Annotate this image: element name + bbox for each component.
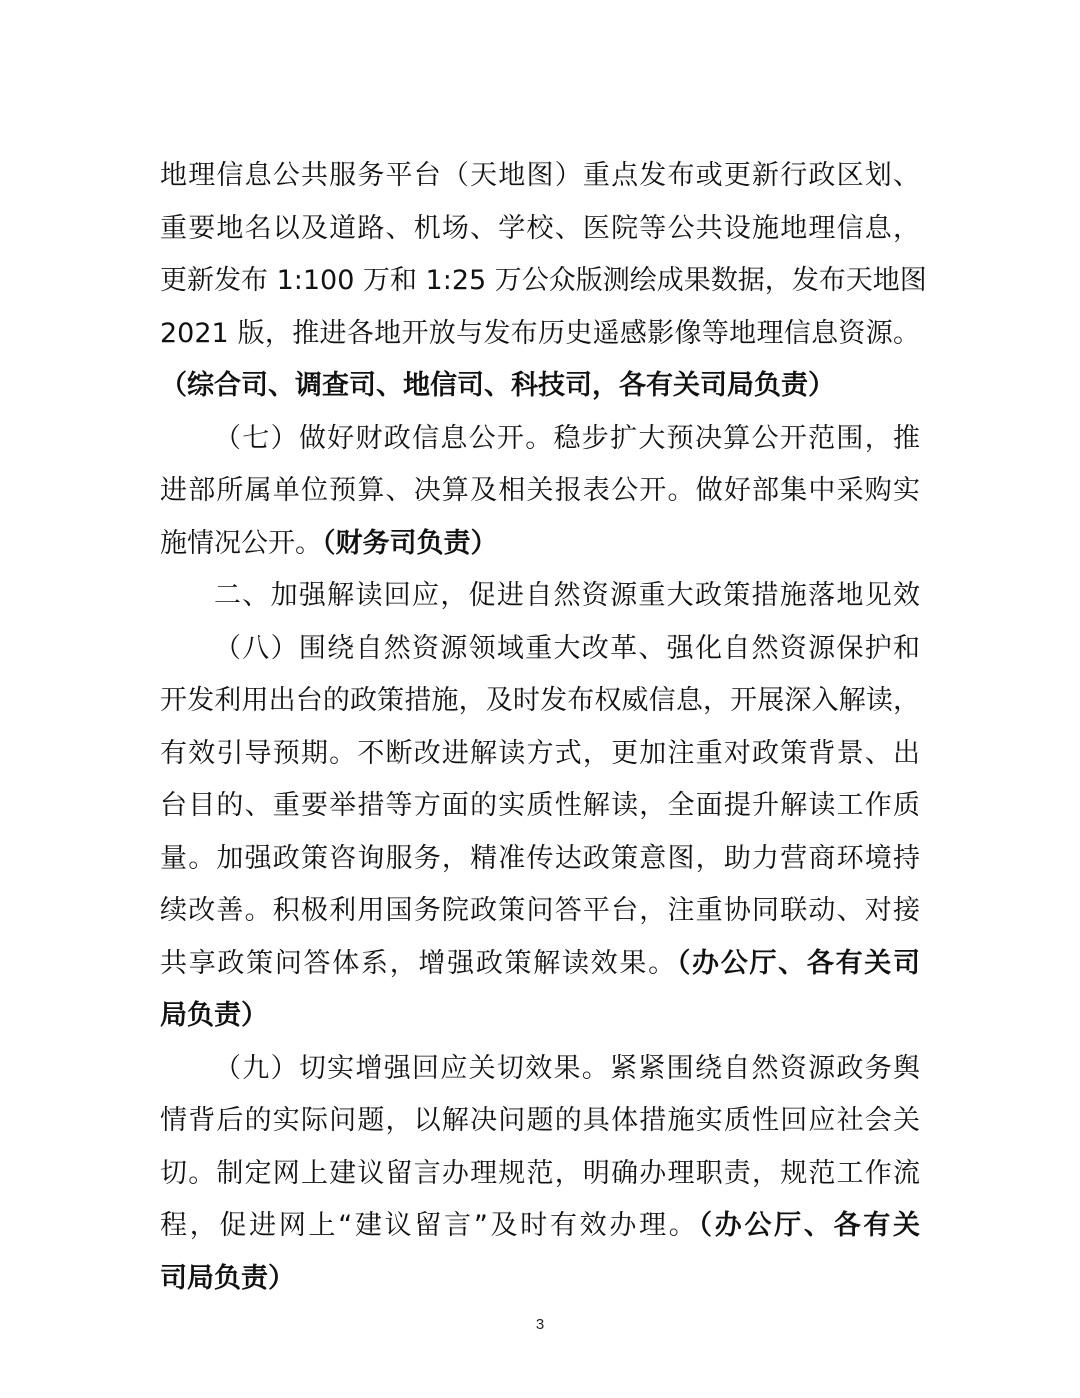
paragraph-text: 程，促进网上“建议留言”及时有效办理。 (160, 1210, 699, 1241)
paragraph-line-section-9: （九）切实增强回应关切效果。紧紧围绕自然资源政务舆 (214, 1052, 920, 1084)
section-heading: 二、加强解读回应，促进自然资源重大政策措施落地见效 (214, 580, 920, 611)
paragraph-text: 共享政策问答体系，增强政策解读效果。 (160, 947, 677, 979)
paragraph-line (160, 518, 920, 571)
paragraph-line-section-8: （八）围绕自然资源领域重大改革、强化自然资源保护和 (214, 632, 920, 664)
paragraph-line-section-7: （七）做好财政信息公开。稳步扩大预决算公开范围，推 (214, 422, 920, 454)
paragraph-line: 情背后的实际问题，以解决问题的具体措施实质性回应社会关 (160, 1105, 920, 1136)
responsibility-note: （办公厅、各有关司 (676, 947, 921, 979)
paragraph-line: 开发利用出台的政策措施，及时发布权威信息，开展深入解读， (160, 685, 920, 716)
body-text (160, 150, 927, 1305)
responsibility-note: （综合司、调查司、地信司、科技司，各有关司局负责） (160, 370, 835, 401)
paragraph-line: 续改善。积极利用国务院政策问答平台，注重协同联动、对接 (160, 895, 920, 926)
responsibility-note: （办公厅、各有关 (698, 1210, 921, 1241)
paragraph-line: 台目的、重要举措等方面的实质性解读，全面提升解读工作质 (160, 790, 920, 821)
paragraph-line: 重要地名以及道路、机场、学校、医院等公共设施地理信息， (160, 212, 920, 244)
paragraph-line: 有效引导预期。不断改进解读方式，更加注重对政策背景、出 (160, 737, 920, 769)
paragraph-line: 切。制定网上建议留言办理规范，明确办理职责，规范工作流 (160, 1157, 920, 1189)
paragraph-line: 更新发布 1:100 万和 1:25 万公众版测绘成果数据，发布天地图 (160, 265, 927, 296)
paragraph-line: 进部所属单位预算、决算及相关报表公开。做好部集中采购实 (160, 475, 920, 506)
responsibility-note: 局负责） (160, 1000, 268, 1031)
paragraph-line: 2021 版，推进各地开放与发布历史遥感影像等地理信息资源。 (160, 317, 920, 349)
responsibility-note: 司局负责） (160, 1262, 295, 1294)
paragraph-line (160, 1200, 920, 1253)
page-number: 3 (535, 1316, 545, 1333)
paragraph-line: 量。加强政策咨询服务，精准传达政策意图，助力营商环境持 (160, 842, 920, 874)
responsibility-note: （财务司负责） (322, 527, 498, 559)
paragraph-line (160, 938, 920, 991)
paragraph-text: 施情况公开。 (160, 527, 322, 559)
paragraph-line: 地理信息公共服务平台（天地图）重点发布或更新行政区划、 (160, 160, 920, 191)
